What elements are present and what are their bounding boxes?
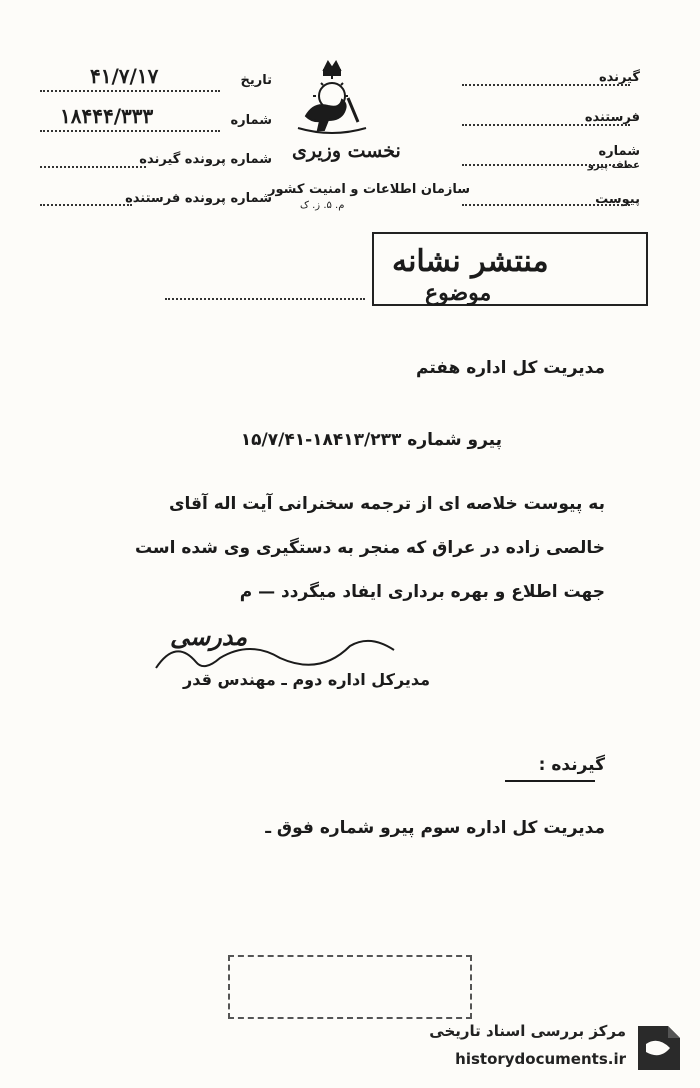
sender-label: فرستنده xyxy=(584,110,640,125)
stamp-text: منتشر نشانه xyxy=(392,244,549,279)
subject-label: موضوع xyxy=(425,280,492,306)
date-value: ۴۱/۷/۱۷ xyxy=(90,64,159,88)
lion-sun-emblem-icon xyxy=(288,58,376,138)
letter-number-line xyxy=(40,130,220,132)
sender-line xyxy=(462,124,630,126)
addressee: مدیریت کل اداره هفتم xyxy=(416,358,605,378)
body-line-3: جهت اطلاع و بهره برداری ایفاد میگردد — م xyxy=(239,582,605,602)
recipient-label: گیرنده xyxy=(598,70,640,85)
attachment-label: پیوست xyxy=(595,192,640,207)
recipients-underline xyxy=(505,780,595,782)
number-sub-label: عطف پیرو xyxy=(587,160,640,171)
sender-file-line xyxy=(40,204,132,206)
faded-stamp-box xyxy=(228,955,472,1019)
letter-number-value: ۱۸۴۴۴/۳۳۳ xyxy=(60,104,154,128)
reference-line: پیرو شماره ۱۸۴۱۳/۲۳۳-۱۵/۷/۴۱ xyxy=(240,430,502,450)
watermark-url: historydocuments.ir xyxy=(455,1050,626,1068)
watermark-title: مرکز بررسی اسناد تاریخی xyxy=(429,1022,626,1040)
subject-line xyxy=(165,298,365,300)
attachment-line xyxy=(462,204,630,206)
recipient-file-label: شماره پرونده گیرنده xyxy=(139,152,272,167)
letter-number-label: شماره xyxy=(230,113,272,128)
sender-file-label: شماره پرونده فرستنده xyxy=(125,191,272,206)
number-line xyxy=(462,164,630,166)
body-line-2: خالصی زاده در عراق که منجر به دستگیری وی شده است xyxy=(134,538,605,558)
signature-scribble: مدرسی xyxy=(170,622,248,651)
sub-unit: م. ۵. ز. ک xyxy=(300,200,345,211)
recipient-file-line xyxy=(40,166,146,168)
watermark xyxy=(408,1016,688,1080)
organization-name: سازمان اطلاعات و امنیت کشور xyxy=(268,182,471,197)
recipients-label: گیرنده : xyxy=(538,755,605,775)
archive-logo-icon xyxy=(632,1020,684,1076)
ministry-name: نخست وزیری xyxy=(292,140,401,162)
date-label: تاریخ xyxy=(240,73,272,88)
body-line-1: به پیوست خلاصه ای از ترجمه سخنرانی آیت اله آقای xyxy=(168,494,605,514)
number-label: شماره xyxy=(598,144,640,159)
recipient-line xyxy=(462,84,630,86)
date-line xyxy=(40,90,220,92)
signature-line: مدیرکل اداره دوم ـ مهندس قدر xyxy=(183,670,430,689)
recipients-line: مدیریت کل اداره سوم پیرو شماره فوق ـ xyxy=(265,818,605,838)
